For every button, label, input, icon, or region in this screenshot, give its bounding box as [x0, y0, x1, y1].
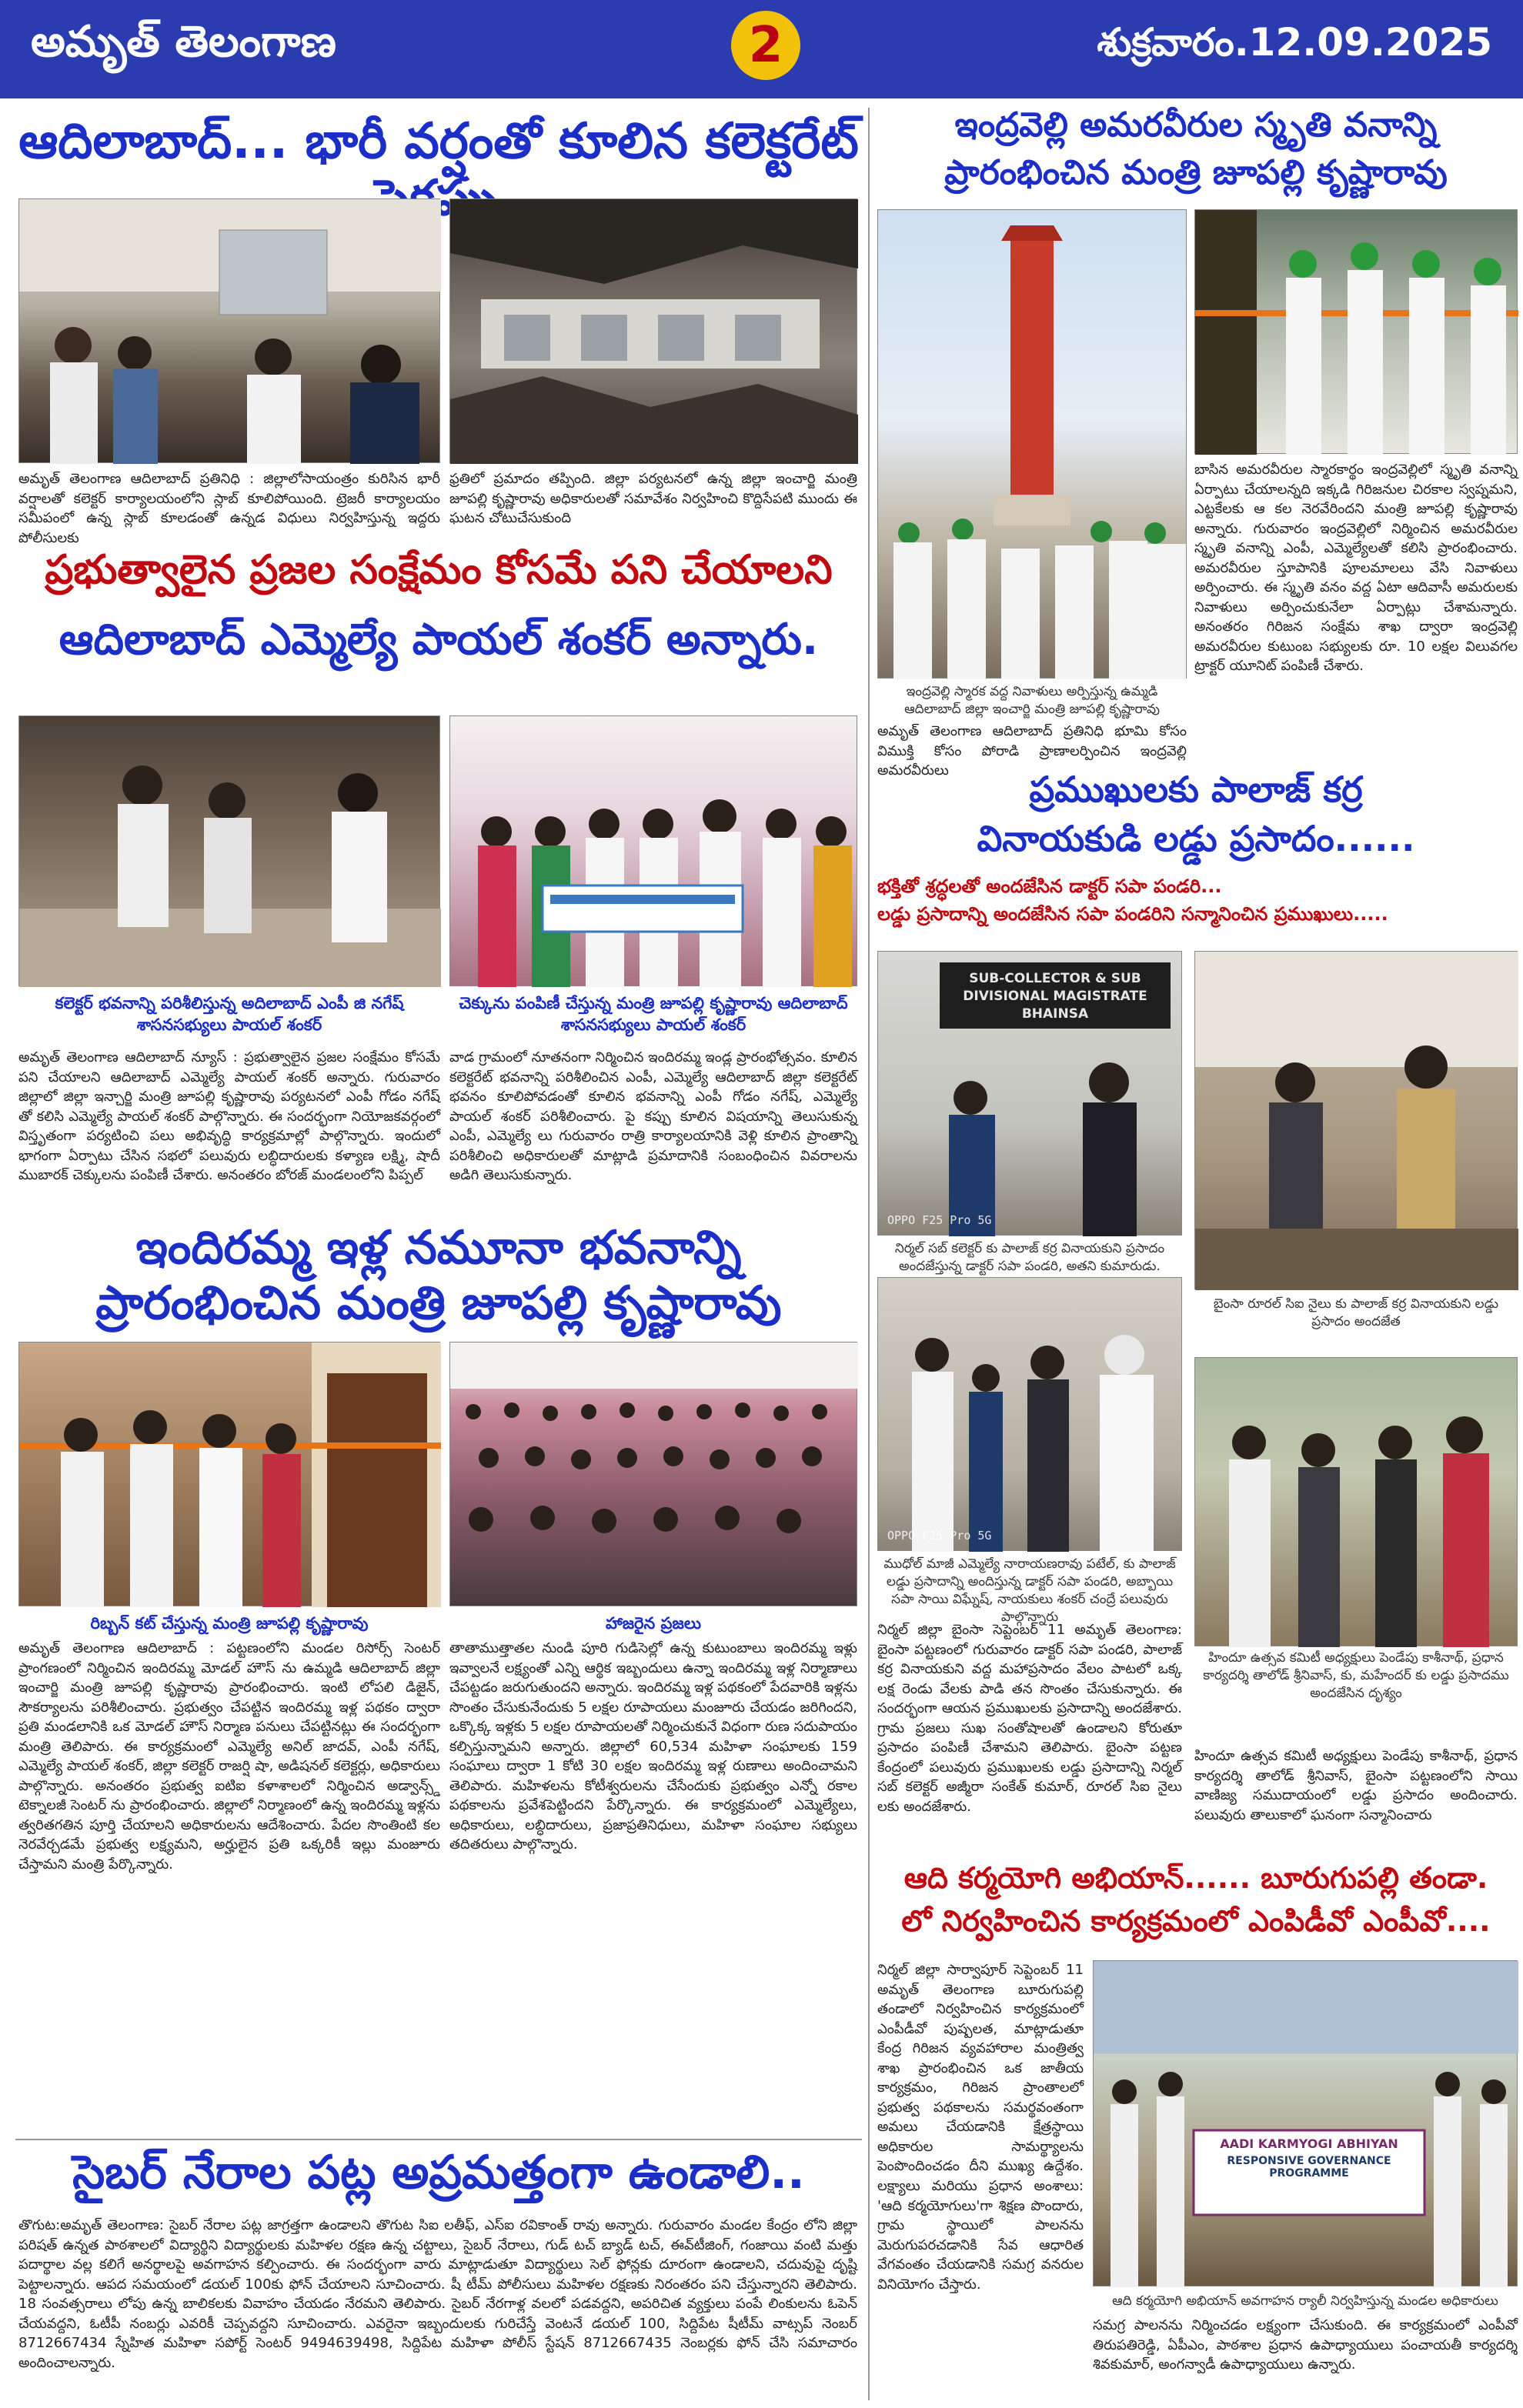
a2-body-right: వాడ గ్రామంలో నూతనంగా నిర్మించిన ఇందిరమ్మ ఇండ్ల ప్రారంభోత్సవం. కూలిన కలెక్టరేట్ భవనాన్ని పరిశీలించిన ఎంపీ, ఎమ్మెల్యే ఆదిలాబాద్ జిల్లా కలెక్టరేట్ భవనం కూలిపోవడంతో కూలిన భవనాన్ని ఎంపీ గోడం నగేష్, ఎమ్మెల్యే పాయల్ శంకర్ పరిశీలించారు. పై కప్పు కూలిన విషయాన్ని తెలుసుకున్న ఎంపీ, ఎమ్మెల్యే లు గురువారం రాత్రి కార్యాలయానికి వెళ్లి కూలిన ప్రాంతాన్ని పరిశీలించి అధికారులతో మాట్లాడి ప్రమాదానికి సంబంధించిన వివరాలను అడిగి తెలుసుకున్నారు.	[449, 1049, 857, 1184]
issue-date: శుక్రవారం.12.09.2025	[1097, 20, 1492, 65]
camera-watermark: OPPO F25 Pro 5G	[887, 1213, 992, 1227]
banner-subtitle: RESPONSIVE GOVERNANCE PROGRAMME	[1227, 2155, 1391, 2180]
a5-body-right: బాసిన అమరవీరుల స్మారకార్థం ఇంద్రవెల్లిలో స్మృతి వనాన్ని ఏర్పాటు చేయాలన్నది ఇక్కడి గిరిజనుల చిరకాల స్వప్నమని, ఎట్టకేలకు ఆ కల నెరవేరిందని మంత్రి జూపల్లి కృష్ణారావు అన్నారు. గురువారం ఇంద్రవెల్లిలో నిర్మించిన అమరవీరుల స్మృతి వనాన్ని ఎంపీ, ఎమ్మెల్యేలతో కలిసి ప్రారంభించారు. అమరవీరుల స్తూపానికి పూలమాలలు వేసి నివాళులు అర్పించారు. ఈ స్మృతి వనం వద్ద ఏటా ఆదివాసీ అమరులకు నివాళులు అర్పించుకునేలా ఏర్పాట్లు చేశామన్నారు. అనంతరం గిరిజన సంక్షేమ శాఖ ద్వారా ఇంద్రవెల్లి అమరవీరుల కుటుంబ సభ్యులకు రూ. 10 లక్షల విలువగల ట్రాక్టర్ యూనిట్ పంపిణీ చేశారు.	[1194, 462, 1518, 675]
memorial-scene	[878, 210, 1187, 679]
rubble-shape	[450, 199, 858, 464]
rural-ci-photo	[1194, 951, 1518, 1289]
collectorate-inspection-photo	[18, 198, 440, 463]
ribbon-scene	[19, 1342, 441, 1607]
crowd-photo	[449, 1342, 857, 1606]
a4-body: తొగుట:అమృత్ తెలంగాణ: సైబర్ నేరాల పట్ల జాగ్రత్తగా ఉండాలని తొగుట సిఐ లతీఫ్, ఎస్ఐ రవికాంత్ రావు అన్నారు. గురువారం మండల కేంద్రం లోని జిల్లా పరిషత్ ఉన్నత పాఠశాలలో విద్యార్థిని విద్యార్థులకు మహిళల రక్షణ ఉన్న చట్టాలు, సైబర్ నేరాలు, గుడ్ టచ్ బ్యాడ్ టచ్, ఈవ్‌టీజింగ్, గంజాయి వంటి మత్తు పదార్థాల వల్ల కలిగే అనర్థాలపై అవగాహన కల్పించారు. ఈ సందర్భంగా వారు మాట్లాడుతూ విద్యార్థులు సెల్ ఫోన్లకు దూరంగా ఉండాలని, చదువుపై దృష్టి పెట్టాలన్నారు. ఆపద సమయంలో డయల్ 100కు ఫోన్ చేయాలని సూచించారు. షీ టీమ్ పోలీసులు మహిళల రక్షణకు నిరంతరం పని చేస్తున్నారని తెలిపారు. 18 సంవత్సరాలు లోపు ఉన్న బాలికలకు వివాహం చేయడం నేరమని తెలిపారు. సైబర్ నేరగాళ్ల వలలో పడవద్దని, అపరిచిత వ్యక్తులు పంపే లింకులను ఓపెన్ చేయవద్దని, ఓటీపీ నంబర్లు ఎవరికీ చెప్పవద్దని సూచించారు. ఎవరైనా ఇబ్బందులకు గురిచేస్తే వెంటనే డయల్ 100, సిద్దిపేట షీటీమ్ వాట్సప్ నెంబర్ 8712667434 స్నేహిత మహిళా సపోర్ట్ సెంటర్ 9494639498, సిద్దిపేట మహిళా పోలీస్ స్టేషన్ 8712667435 నెంబర్లకు ఫోన్ చేసి సమాచారం అందించాలన్నారు.	[18, 2217, 857, 2371]
a2-headline-2: ఆదిలాబాద్ ఎమ్మెల్యే పాయల్ శంకర్ అన్నారు.	[58, 615, 819, 665]
a2-headline-1: ప్రభుత్వాలైన ప్రజల సంక్షేమం కోసమే పని చేయాలని	[45, 547, 833, 593]
a3-caption-right: హాజరైన ప్రజలు	[606, 1614, 701, 1633]
column-divider	[868, 108, 870, 2400]
officials-silhouettes	[19, 716, 441, 987]
smriti-vanam-inauguration-photo	[1194, 209, 1518, 454]
a7-body-left: నిర్మల్ జిల్లా సార్వాపూర్ సెప్టెంబర్ 11 అమృత్ తెలంగాణ బూరుగుపల్లి తండాలో నిర్వహించిన కార్యక్రమంలో ఎంపీడీవో పుష్పలత, మాట్లాడుతూ కేంద్ర గిరిజన వ్యవహారాల మంత్రిత్వ శాఖ ప్రారంభించిన ఒక జాతీయ కార్యక్రమం, గిరిజన ప్రాంతాలలో ప్రభుత్వ పథకాలను సమర్థవంతంగా అమలు చేయడానికి క్షేత్రస్థాయి అధికారుల సామర్థ్యాలను పెంపొందించడం దీని ముఖ్య ఉద్దేశం. లక్ష్యాలు మరియు ప్రధాన అంశాలు: 'ఆది కర్మయోగులు'గా శిక్షణ పొందారు, గ్రామ స్థాయిలో పాలనను మెరుగుపరచడానికి సేవ ఆధారిత వేగవంతం చేయడానికి సమగ్ర వనరుల వినియోగం చేస్తారు.	[877, 1962, 1084, 2293]
cheque-distribution-photo	[449, 715, 857, 986]
a2-caption-left: కలెక్టర్ భవనాన్ని పరిశీలిస్తున్న అదిలాబాద్ ఎంపీ జి నగేష్ శాసనసభ్యులు పాయల్ శంకర్	[55, 994, 404, 1035]
a6-headline-1: ప్రముఖులకు పాలాజ్ కర్ర	[1029, 769, 1363, 810]
stage-people	[450, 716, 858, 987]
memorial-tower-photo	[877, 209, 1187, 679]
a1-body-left: అమృత్ తెలంగాణ ఆదిలాబాద్ ప్రతినిధి : జిల్లాలోసాయంత్రం కురిసిన భారీ వర్షాలతో కలెక్టర్ కార్యాలయంలోని స్లాబ్ కూలిపోయింది. ట్రెజరీ కార్యాలయం సమీపంలో ఉన్న స్లాబ్ కూలడంతో ఉన్నడ విధులు నిర్వహిస్తున్న ఇద్దరు పోలీసులకు	[18, 471, 440, 546]
a3-caption-left: రిబ్బన్ కట్ చేస్తున్న మంత్రి జూపల్లి కృష్ణారావు	[90, 1614, 369, 1633]
a6-sub-2: లడ్డు ప్రసాదాన్ని అందజేసిన సపా పండరిని సన్మానించిన ప్రముఖులు.....	[877, 903, 1388, 925]
a7-body-right: సమగ్ర పాలనను నిర్మించడం లక్ష్యంగా చేసుకుంది. ఈ కార్యక్రమంలో ఎంపీవో తిరుపతిరెడ్డి, ఏపీఎం, పాఠశాల ప్రధాన ఉపాధ్యాయులు పంచాయతీ కార్యదర్శి శివకుమార్, అంగన్వాడీ ఉపాధ్యాయులు ఉన్నారు.	[1093, 2317, 1518, 2373]
a6-body-right: హిందూ ఉత్సవ కమిటీ అధ్యక్షులు పెండేపు కాశీనాథ్, ప్రధాన కార్యదర్శి తాలోడ్ శ్రీనివాస్, బైంసా పట్టణంలోని సాయి వాణిజ్య సముదాయంలో లడ్డు ప్రసాదం అందించారు. పలువురు తాలుకాలో ఘనంగా సన్మానించారు	[1194, 1748, 1518, 1823]
utsav-committee-photo	[1194, 1357, 1518, 1646]
a6-caption-1: నిర్మల్ సబ్ కలెక్టర్ కు పాలాజ్ కర్ర వినాయకుని ప్రసాదం అందజేస్తున్న డాక్టర్ సపా పండరి, అతని కుమారుడు.	[894, 1241, 1165, 1274]
camera-watermark-2: OPPO F25 Pro 5G	[887, 1529, 992, 1543]
a6-caption-2: బైంసా రూరల్ సిఐ నైలు కు పాలాజ్ కర్ర వినాయకుని లడ్డు ప్రసాదం అందజేత	[1213, 1296, 1499, 1329]
masthead	[0, 0, 1523, 98]
ribbon-cutting-photo	[18, 1342, 440, 1606]
a2-caption-right: చెక్కును పంపిణీ చేస్తున్న మంత్రి జూపల్లి కృష్ణారావు ఆదిలాబాద్ శాసనసభ్యులు పాయల్ శంకర్	[459, 994, 848, 1035]
a5-headline-1: ఇంద్రవెల్లి అమరవీరుల స్మృతి వనాన్ని	[954, 105, 1438, 145]
a3-headline-2: ప్రారంభించిన మంత్రి జూపల్లి కృష్ణారావు	[95, 1276, 782, 1330]
a4-top-rule	[15, 2139, 862, 2140]
ci-scene	[1195, 952, 1518, 1290]
committee-scene	[1195, 1358, 1518, 1647]
banner-title: AADI KARMYOGI ABHIYAN	[1220, 2136, 1398, 2151]
a3-headline-1: ఇందిరమ్మ ఇళ్ల నమూనా భవనాన్ని	[135, 1221, 742, 1275]
sub-collector-photo	[877, 951, 1182, 1236]
a5-caption: ఇంద్రవెల్లి స్మారక వద్ద నివాళులు అర్పిస్తున్న ఉమ్మడి ఆదిలాబాద్ జిల్లా ఇంచార్జి మంత్రి జూపల్లి కృష్ణారావు	[904, 684, 1160, 717]
a1-body-right: ఫ్రతిలో ప్రమాదం తప్పింది. జిల్లా పర్యటనలో ఉన్న జిల్లా ఇంచార్జి మంత్రి జూపల్లి కృష్ణారావు అధికారులతో సమావేశం నిర్వహించి కొద్దిసేపటి ముందు ఈ ఘటన చోటుచేసుకుంది	[449, 471, 857, 527]
crowd-pattern	[450, 1342, 858, 1607]
newspaper-brand: అమృత్ తెలంగాణ	[31, 17, 336, 67]
ex-mla-photo	[877, 1277, 1182, 1551]
a5-body-bottom: అమృత్ తెలంగాణ ఆదిలాబాద్ ప్రతినిధి భూమి కోసం విముక్తి కోసం పోరాడి ప్రాణాలర్పించిన ఇంద్రవెల్లి అమరవీరులు	[877, 723, 1187, 779]
a7-headline-1: ఆది కర్మయోగి అభియాన్...... బూరుగుపల్లి తండా.	[903, 1861, 1488, 1895]
office-sign: SUB-COLLECTOR & SUB DIVISIONAL MAGISTRATE BHAINSA	[940, 962, 1171, 1029]
a6-sub-1: భక్తితో శ్రద్ధలతో అందజేసిన డాక్టర్ సపా పండరి...	[877, 875, 1222, 897]
a6-headline-2: వినాయకుడి లడ్డు ప్రసాదం......	[977, 818, 1415, 859]
rally-photo	[1093, 1960, 1518, 2286]
ex-mla-scene	[878, 1278, 1183, 1552]
mp-mla-inspection-photo	[18, 715, 440, 986]
page-number: 2	[731, 11, 800, 80]
rally-scene	[1094, 1961, 1518, 2287]
collapsed-roof-photo	[449, 198, 857, 463]
people-silhouettes	[19, 199, 441, 464]
a2-body-left: అమృత్ తెలంగాణ ఆదిలాబాద్ న్యూస్ : ప్రభుత్వాలైన ప్రజల సంక్షేమం కోసమే పని చేయాలని ఆదిలాబాద్ ఎమ్మెల్యే పాయల్ శంకర్ అన్నారు. గురువారం జిల్లాలో జిల్లా ఇన్చార్జి మంత్రి జూపల్లి కృష్ణారావు పర్యటనలో ఎంపీ గోడం నగేష్ తో కలిసి ఎమ్మెల్యే పాయల్ శంకర్ పాల్గొన్నారు. ఈ సందర్భంగా నియోజకవర్గంలో విస్తృతంగా పర్యటించి పలు అభివృద్ధి కార్యక్రమాల్లో పాల్గొన్నారు. ఇందులో భాగంగా ఏర్పాటు చేసిన సభలో పలువురు లబ్ధిదారులకు కళ్యాణ లక్ష్మి, షాదీ ముబారక్ చెక్కులను పంపిణీ చేశారు. అనంతరం బోరజ్ మండలంలోని పిప్పల్	[18, 1049, 440, 1184]
a6-caption-4: హిందూ ఉత్సవ కమిటీ అధ్యక్షులు పెండేపు కాశీనాథ్, ప్రధాన కార్యదర్శి తాలోడ్ శ్రీనివాస్, కు, మహేందర్ కు లడ్డు ప్రసాదము అందజేసిన దృశ్యం	[1203, 1650, 1509, 1701]
a7-headline-2: లో నిర్వహించిన కార్యక్రమంలో ఎంపిడీవో ఎంపీవో....	[901, 1904, 1491, 1938]
a3-body-left: అమృత్ తెలంగాణ ఆదిలాబాద్ : పట్టణంలోని మండల రిసోర్స్ సెంటర్ ప్రాంగణంలో నిర్మించిన ఇందిరమ్మ మోడల్ హౌస్ ను ఉమ్మడి ఆదిలాబాద్ జిల్లా ఇంచార్జి మంత్రి జూపల్లి కృష్ణారావు ప్రారంభించారు. ఇంటి లోపలి డిజైన్, సౌకర్యాలను పరిశీలించారు. ప్రభుత్వం చేపట్టిన ఇందిరమ్మ ఇళ్ల పథకం ద్వారా ప్రతి మండలానికి ఒక మోడల్ హౌస్ నిర్మాణ పనులు చేపట్టినట్లు ఈ సందర్భంగా మంత్రి తెలిపారు. ఈ కార్యక్రమంలో ఎమ్మెల్యే అనిల్ జాదవ్, ఎంపీ నగేష్, ఎమ్మెల్యే పాయల్ శంకర్, జిల్లా కలెక్టర్ రాజర్షి షా, అడిషనల్ కలెక్టర్లు, అధికారులు పాల్గొన్నారు. అనంతరం ప్రభుత్వ ఐటిఐ కళాశాలలో నిర్మించిన అడ్వాన్స్డ్ టెక్నాలజీ సెంటర్ ను ప్రారంభించారు. జిల్లాలో నిర్మాణంలో ఉన్న ఇందిరమ్మ ఇళ్లను త్వరితగతిన పూర్తి చేయాలని అధికారులను ఆదేశించారు. పేదల సొంతింటి కల నెరవేర్చడమే ప్రభుత్వ లక్ష్యమని, అర్హులైన ప్రతి ఒక్కరికీ ఇల్లు మంజూరు చేస్తామని మంత్రి పేర్కొన్నారు.	[18, 1640, 440, 1873]
a6-caption-3: ముధోల్ మాజీ ఎమ్మెల్యే నారాయణరావు పటేల్, కు పాలాజ్ లడ్డు ప్రసాదాన్ని అందిస్తున్న డాక్టర్ సపా పండరి, అబ్బాయి సపా సాయి విఘ్నేష్, నాయకులు శంకర్ చంద్రే పలువురు పాల్గొన్నారు	[883, 1556, 1176, 1625]
a3-body-right: తాతాముత్తాతల నుండి పూరి గుడిసెల్లో ఉన్న కుటుంబాలు ఇందిరమ్మ ఇళ్లు ఇవ్వాలనే లక్ష్యంతో ఎన్ని ఆర్థిక ఇబ్బందులు ఉన్నా ఇందిరమ్మ ఇళ్ల నిర్మాణాలు చేపట్టడం జరుగుతుందని అన్నారు. ఇందిరమ్మ ఇళ్ల పథకంలో పేదవారికి ఇళ్లను సొంతం చేసుకునేందుకు 5 లక్షల రూపాయలు మంజూరు చేయడం జరిగిందని, ఒక్కొక్క ఇళ్లకు 5 లక్షల రూపాయలతో నిర్మించుకునే విధంగా రుణ సదుపాయం కల్పిస్తున్నామని అన్నారు. జిల్లాలో 60,534 మహిళా సంఘాలకు 159 సంఘాలు ద్వారా 1 కోటి 30 లక్షల ఇందిరమ్మ ఇళ్ల రుణాలు అందించామని తెలిపారు. మహిళలను కోటీశ్వరులను చేసేందుకు ప్రభుత్వం ఎన్నో రకాల పథకాలను ప్రవేశపెట్టిందని పేర్కొన్నారు. ఈ కార్యక్రమంలో ఎమ్మెల్యేలు, అధికారులు, లబ్ధిదారులు, ప్రజాప్రతినిధులు, మహిళా సంఘాల సభ్యులు తదితరులు పాల్గొన్నారు.	[449, 1640, 857, 1853]
a6-body-left: నిర్మల్ జిల్లా బైంసా సెప్టెంబర్ 11 అమృత్ తెలంగాణ: బైంసా పట్టణంలో గురువారం డాక్టర్ సపా పండరి, పాలాజ్ కర్ర వినాయకుని వద్ద మహాప్రసాదం వేలం పాటలో ఒక్క లక్ష రెండు వేలకు పాడి తన సొంతం చేసుకున్నారు. ఈ సందర్భంగా ఆయన ప్రముఖులకు ప్రసాదాన్ని అందజేశారు. గ్రామ ప్రజలు సుఖ సంతోషాలతో ఉండాలని కోరుతూ ప్రసాదం పంపిణీ చేశామని తెలిపారు. బైంసా పట్టణ కేంద్రంలో పలువురు ప్రముఖులకు లడ్డు ప్రసాదాన్ని నిర్మల్ సబ్ కలెక్టర్ అజ్మీరా సంకేత్ కుమార్, రూరల్ సిఐ నైలు లకు అందజేశారు.	[877, 1622, 1182, 1815]
a1-headline: ఆదిలాబాద్... భారీ వర్షంతో కూలిన కలెక్టరేట్	[18, 113, 859, 170]
a4-headline: సైబర్ నేరాల పట్ల అప్రమత్తంగా ఉండాలి..	[72, 2146, 805, 2200]
inauguration-scene	[1195, 210, 1518, 455]
a5-headline-2: ప్రారంభించిన మంత్రి జూపల్లి కృష్ణారావు	[944, 153, 1448, 192]
a7-caption: ఆది కర్మయోగి అభియాన్ అవగాహన ర్యాలీ నిర్వహిస్తున్న మండల అధికారులు	[1112, 2293, 1498, 2309]
